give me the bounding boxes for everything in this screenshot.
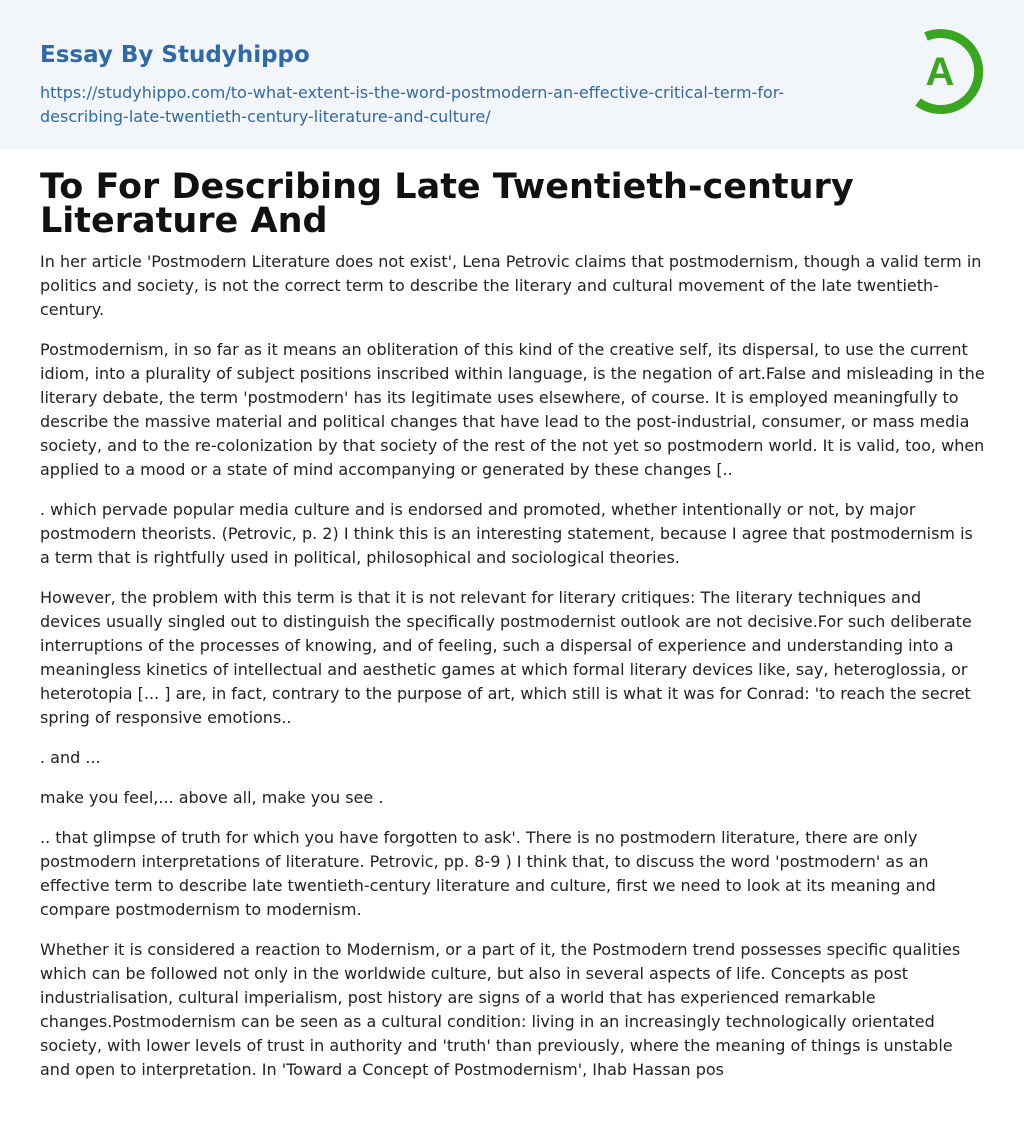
essay-paragraph: However, the problem with this term is that it is not relevant for literary critiques: The literary techniques and devices usually singled out to distinguish the specifically postmodernist outlook are not decisive.For such deliberate interruptions of the processes of knowing, and of feeling, such a dispersal of experience and understanding into a meaningless kinetics of intellectual and aesthetic games at which formal literary devices like, say, heteroglossia, or heterotopia [... ] are, in fact, contrary to the purpose of art, which still is what it was for Conrad: 'to reach the secret spring of responsive emotions.. bbox=[40, 588, 972, 727]
essay-paragraph: . and ... bbox=[40, 748, 101, 767]
brand-title[interactable]: Essay By Studyhippo bbox=[40, 42, 310, 68]
essay-content bbox=[40, 167, 986, 1098]
essay-paragraph: In her article 'Postmodern Literature does not exist', Lena Petrovic claims that postmodernism, though a valid term in politics and society, is not the correct term to describe the literary and cultural movement of the late twentieth-century. bbox=[40, 252, 982, 319]
essay-paragraph: Whether it is considered a reaction to Modernism, or a part of it, the Postmodern trend possesses specific qualities which can be followed not only in the worldwide culture, but also in several aspects of life. Concepts as post industrialisation, cultural imperialism, post history are signs of a world that has experienced remarkable changes.Postmodernism can be seen as a cultural condition: living in an increasingly technologically orientated society, with lower levels of trust in authority and 'truth' than previously, where the meaning of things is unstable and open to interpretation. In 'Toward a Concept of Postmodernism', Ihab Hassan pos bbox=[40, 940, 961, 1079]
site-header bbox=[0, 0, 1024, 150]
essay-paragraph: make you feel,... above all, make you see . bbox=[40, 788, 384, 807]
essay-paragraph: . which pervade popular media culture and is endorsed and promoted, whether intentionally or not, by major postmodern theorists. (Petrovic, p. 2) I think this is an interesting statement, because I agree that postmodernism is a term that is rightfully used in political, philosophical and sociological theories. bbox=[40, 500, 973, 567]
essay-paragraph: .. that glimpse of truth for which you have forgotten to ask'. There is no postmodern literature, there are only postmodern interpretations of literature. Petrovic, pp. 8-9 ) I think that, to discuss the word 'postmodern' as an effective term to describe late twentieth-century literature and culture, first we need to look at its meaning and compare postmodernism to modernism. bbox=[40, 828, 936, 919]
studyhippo-logo-icon[interactable] bbox=[904, 28, 988, 116]
essay-paragraph: Postmodernism, in so far as it means an obliteration of this kind of the creative self, its dispersal, to use the current idiom, into a plurality of subject positions inscribed within language, is the negation of art.False and misleading in the literary debate, the term 'postmodern' has its legitimate uses elsewhere, of course. It is employed meaningfully to describe the massive material and political changes that have lead to the post-industrial, consumer, or mass media society, and to the re-colonization by that society of the rest of the not yet so postmodern world. It is valid, too, when applied to a mood or a state of mind accompanying or generated by these changes [.. bbox=[40, 340, 985, 479]
logo-letter: A bbox=[925, 50, 955, 94]
essay-title: To For Describing Late Twentieth-century Literature And bbox=[40, 167, 854, 241]
logo-ring-icon bbox=[904, 28, 988, 116]
source-url-link[interactable]: https://studyhippo.com/to-what-extent-is-the-word-postmodern-an-effective-critical-term-for-describing-late-twentieth-century-literature-and-culture/ bbox=[40, 83, 785, 126]
